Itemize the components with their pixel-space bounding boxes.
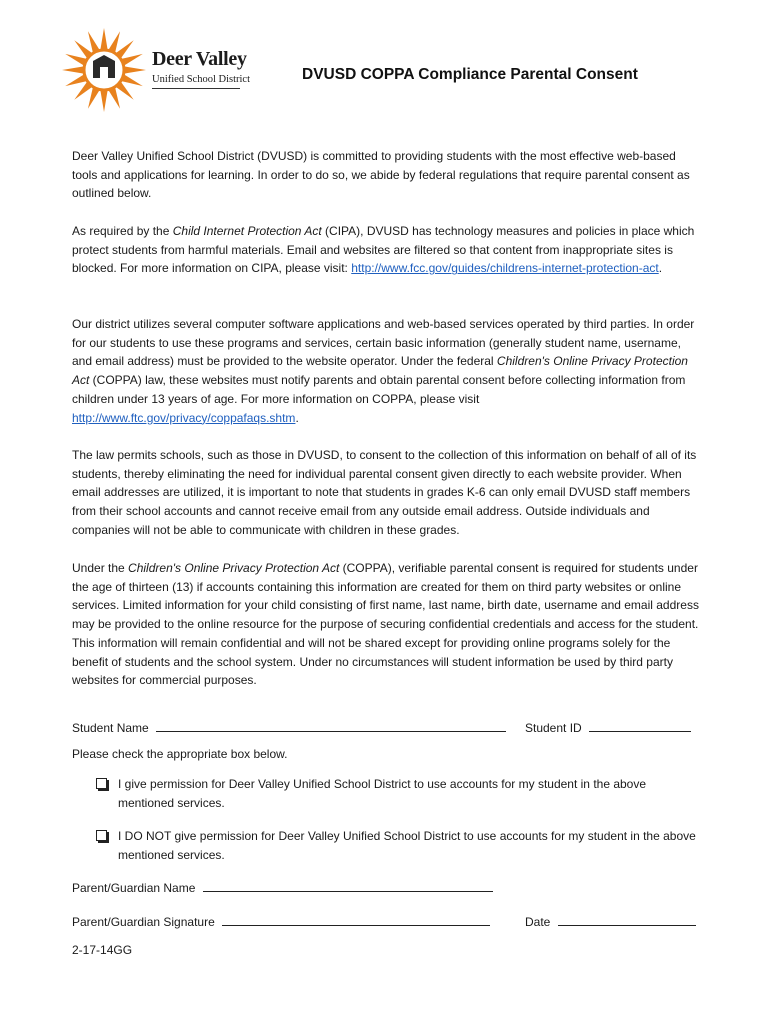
student-name-field[interactable] [156,719,506,732]
district-logo [60,26,250,116]
student-info-row [72,719,702,735]
under-act-name: Children's Online Privacy Protection Act [128,561,340,575]
cipa-act-name: Child Internet Protection Act [172,224,322,238]
sun-logo-icon [60,26,156,116]
under-text-before: Under the [72,561,129,575]
under-text-after: (COPPA), verifiable parental consent is required for students under the age of thirteen (13) if accounts containing this information are created for them on third party websites or online services. Limited information for your child consisting of first name, last name, birth date, username and email address may be provided to the online resource for the purpose of securing confidential credentials and access for the student. This information will remain confidential and will not be shared except for providing online programs solely for the benefit of students and the school system. Under no circumstances will student information be used by third party websites for commercial purposes. [72,561,699,688]
give-permission-text: I give permission for Deer Valley Unified School District to use accounts for my student in the above mentioned services. [118,777,647,810]
logo-district-name: Deer Valley [152,48,247,70]
parent-name-label: Parent/Guardian Name [72,881,196,895]
footer-code: 2-17-14GG [72,943,133,957]
page-title: DVUSD COPPA Compliance Parental Consent [302,66,638,83]
intro-paragraph [72,147,702,203]
signature-field[interactable] [222,913,490,926]
give-permission-checkbox[interactable] [96,778,107,789]
logo-divider [152,88,240,89]
cipa-text-after: (CIPA), DVUSD has technology measures and policies in place which protect students from harmful materials. Email and websites are filtered so that content from inappropriate sites is blocked. For more information on CIPA, please visit: [72,224,695,276]
coppa-text-before: Our district utilizes several computer software applications and web-based services operated by third parties. In order for our students to use these programs and services, certain basic information (generally student name, username, and email address) must be provided to the website operator. Under the federal [72,317,695,369]
law-paragraph [72,446,702,540]
law-text: The law permits schools, such as those in DVUSD, to consent to the collection of this information on behalf of all of its students, thereby eliminating the need for individual parental consent given directly to each website provider. When email addresses are utilized, it is important to note that students in grades K-6 can only email DVUSD staff members from their school accounts and cannot receive email from any outside email address. Outside individuals and companies will not be able to communicate with children in these grades. [72,448,697,537]
signature-row [72,913,702,929]
permission-deny-option[interactable] [96,827,696,864]
student-id-field[interactable] [589,719,691,732]
under-coppa-paragraph [72,559,702,690]
logo-district-subtitle: Unified School District [152,74,250,85]
student-id-label: Student ID [525,721,582,735]
parent-name-field[interactable] [203,879,493,892]
cipa-text-end: . [658,261,663,276]
coppa-link[interactable]: http://www.ftc.gov/privacy/coppafaqs.shtm [72,410,296,425]
deny-permission-text: I DO NOT give permission for Deer Valley Unified School District to use accounts for my student in the above mentioned services. [118,829,696,862]
coppa-text-end: . [295,410,299,425]
deny-permission-checkbox[interactable] [96,830,107,841]
cipa-paragraph [72,222,702,278]
cipa-text-before: As required by the [72,224,173,238]
cipa-link[interactable]: http://www.fcc.gov/guides/childrens-internet-protection-act [351,261,659,276]
coppa-paragraph [72,315,702,427]
coppa-text-after: (COPPA) law, these websites must notify parents and obtain parental consent before collecting information from children under 13 years of age. For more information on COPPA, please visit [72,373,686,406]
student-name-label: Student Name [72,721,149,735]
date-label: Date [525,915,551,929]
parent-name-row [72,879,702,895]
signature-label: Parent/Guardian Signature [72,915,215,929]
date-field[interactable] [558,913,696,926]
permission-give-option[interactable] [96,775,696,812]
intro-text: Deer Valley Unified School District (DVUSD) is committed to providing students with the most effective web-based tools and applications for learning. In order to do so, we abide by federal regulations that require parental consent as outlined below. [72,149,690,201]
coppa-act-name: Children's Online Privacy Protection Act [72,354,688,388]
check-instruction: Please check the appropriate box below. [72,747,288,761]
